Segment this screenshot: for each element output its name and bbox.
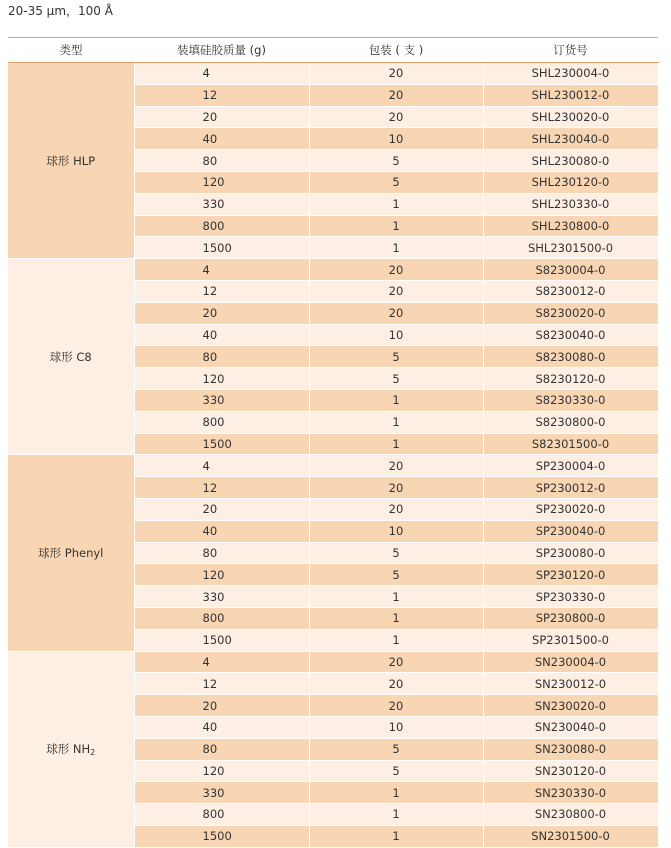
pack-cell: 20 [309, 259, 483, 281]
order-number-cell: SN230330-0 [483, 782, 658, 804]
mass-cell: 120 [134, 368, 309, 390]
pack-cell: 5 [309, 150, 483, 172]
pack-cell: 5 [309, 760, 483, 782]
table-row [8, 63, 658, 85]
order-number-cell: SN230004-0 [483, 651, 658, 673]
type-label: 球形 HLP [46, 153, 96, 168]
order-number-cell: S8230012-0 [483, 280, 658, 302]
order-number-cell: S8230080-0 [483, 346, 658, 368]
order-number-cell: S8230800-0 [483, 411, 658, 433]
order-number-cell: SHL230330-0 [483, 193, 658, 215]
spec-line: 20-35 µm，100 Å [8, 4, 113, 18]
order-number-cell: SHL230080-0 [483, 150, 658, 172]
order-number-cell: SN2301500-0 [483, 825, 658, 847]
order-number-cell: S82301500-0 [483, 433, 658, 455]
order-number-cell: SP230012-0 [483, 477, 658, 499]
mass-cell: 120 [134, 171, 309, 193]
type-cell [8, 651, 134, 847]
mass-cell: 40 [134, 716, 309, 738]
mass-cell: 120 [134, 760, 309, 782]
mass-cell: 40 [134, 324, 309, 346]
mass-cell: 1500 [134, 433, 309, 455]
mass-cell: 4 [134, 651, 309, 673]
pack-cell: 1 [309, 804, 483, 826]
pack-cell: 20 [309, 651, 483, 673]
pack-cell: 5 [309, 564, 483, 586]
header-pack: 包装 ( 支 ) [309, 38, 483, 63]
order-number-cell: SHL230120-0 [483, 171, 658, 193]
table-body [8, 63, 658, 848]
order-number-cell: SHL230004-0 [483, 63, 658, 85]
pack-cell: 1 [309, 825, 483, 847]
mass-cell: 12 [134, 84, 309, 106]
order-number-cell: SHL230800-0 [483, 215, 658, 237]
mass-cell: 800 [134, 804, 309, 826]
table-row [8, 259, 658, 281]
order-number-cell: S8230330-0 [483, 389, 658, 411]
mass-cell: 12 [134, 673, 309, 695]
mass-cell: 1500 [134, 629, 309, 651]
mass-cell: 800 [134, 411, 309, 433]
mass-cell: 80 [134, 346, 309, 368]
order-number-cell: SP230020-0 [483, 498, 658, 520]
order-number-cell: SP230120-0 [483, 564, 658, 586]
mass-cell: 80 [134, 542, 309, 564]
pack-cell: 5 [309, 542, 483, 564]
mass-cell: 80 [134, 738, 309, 760]
pack-cell: 5 [309, 368, 483, 390]
type-cell [8, 455, 134, 651]
mass-cell: 4 [134, 455, 309, 477]
pack-cell: 5 [309, 346, 483, 368]
order-number-cell: SN230800-0 [483, 804, 658, 826]
pack-cell: 5 [309, 738, 483, 760]
mass-cell: 80 [134, 150, 309, 172]
order-number-cell: SHL230020-0 [483, 106, 658, 128]
mass-cell: 330 [134, 586, 309, 608]
pack-cell: 20 [309, 63, 483, 85]
order-number-cell: SHL230040-0 [483, 128, 658, 150]
mass-cell: 330 [134, 782, 309, 804]
header-type: 类型 [8, 38, 134, 63]
type-cell [8, 63, 134, 259]
mass-cell: 4 [134, 259, 309, 281]
pack-cell: 20 [309, 280, 483, 302]
header-mass: 装填硅胶质量 (g) [134, 38, 309, 63]
order-number-cell: SN230040-0 [483, 716, 658, 738]
pack-cell: 1 [309, 607, 483, 629]
pack-cell: 20 [309, 106, 483, 128]
order-number-cell: SP230800-0 [483, 607, 658, 629]
header-order-number: 订货号 [483, 38, 658, 63]
order-number-cell: S8230020-0 [483, 302, 658, 324]
pack-cell: 1 [309, 237, 483, 259]
table-row [8, 651, 658, 673]
order-number-cell: S8230120-0 [483, 368, 658, 390]
pack-cell: 20 [309, 695, 483, 717]
pack-cell: 1 [309, 215, 483, 237]
order-number-cell: SP230080-0 [483, 542, 658, 564]
pack-cell: 20 [309, 302, 483, 324]
pack-cell: 10 [309, 128, 483, 150]
pack-cell: 1 [309, 433, 483, 455]
order-number-cell: S8230040-0 [483, 324, 658, 346]
mass-cell: 800 [134, 607, 309, 629]
mass-cell: 330 [134, 389, 309, 411]
pack-cell: 1 [309, 782, 483, 804]
mass-cell: 1500 [134, 825, 309, 847]
pack-cell: 1 [309, 629, 483, 651]
mass-cell: 330 [134, 193, 309, 215]
mass-cell: 12 [134, 477, 309, 499]
mass-cell: 12 [134, 280, 309, 302]
mass-cell: 20 [134, 498, 309, 520]
pack-cell: 10 [309, 520, 483, 542]
order-number-cell: SN230012-0 [483, 673, 658, 695]
pack-cell: 20 [309, 84, 483, 106]
pack-cell: 20 [309, 455, 483, 477]
order-number-cell: SP230330-0 [483, 586, 658, 608]
table-row [8, 455, 658, 477]
type-label: 球形 NH [46, 742, 91, 757]
type-label: 球形 C8 [49, 349, 92, 364]
order-number-cell: SHL230012-0 [483, 84, 658, 106]
order-number-cell: S8230004-0 [483, 259, 658, 281]
mass-cell: 40 [134, 128, 309, 150]
order-number-cell: SN230020-0 [483, 695, 658, 717]
mass-cell: 800 [134, 215, 309, 237]
order-number-cell: SP230004-0 [483, 455, 658, 477]
pack-cell: 10 [309, 324, 483, 346]
mass-cell: 1500 [134, 237, 309, 259]
mass-cell: 20 [134, 106, 309, 128]
order-number-cell: SP2301500-0 [483, 629, 658, 651]
pack-cell: 1 [309, 586, 483, 608]
order-number-cell: SN230080-0 [483, 738, 658, 760]
mass-cell: 20 [134, 695, 309, 717]
pack-cell: 5 [309, 171, 483, 193]
type-label: 球形 Phenyl [38, 545, 104, 560]
mass-cell: 4 [134, 63, 309, 85]
order-number-cell: SHL2301500-0 [483, 237, 658, 259]
table-header-row [8, 38, 658, 63]
pack-cell: 20 [309, 498, 483, 520]
mass-cell: 20 [134, 302, 309, 324]
type-cell [8, 259, 134, 455]
order-number-cell: SP230040-0 [483, 520, 658, 542]
type-label-subscript: 2 [90, 748, 96, 758]
mass-cell: 120 [134, 564, 309, 586]
pack-cell: 1 [309, 193, 483, 215]
order-number-cell: SN230120-0 [483, 760, 658, 782]
pack-cell: 20 [309, 477, 483, 499]
mass-cell: 40 [134, 520, 309, 542]
pack-cell: 20 [309, 673, 483, 695]
pack-cell: 10 [309, 716, 483, 738]
pack-cell: 1 [309, 411, 483, 433]
pack-cell: 1 [309, 389, 483, 411]
product-table [8, 37, 659, 848]
